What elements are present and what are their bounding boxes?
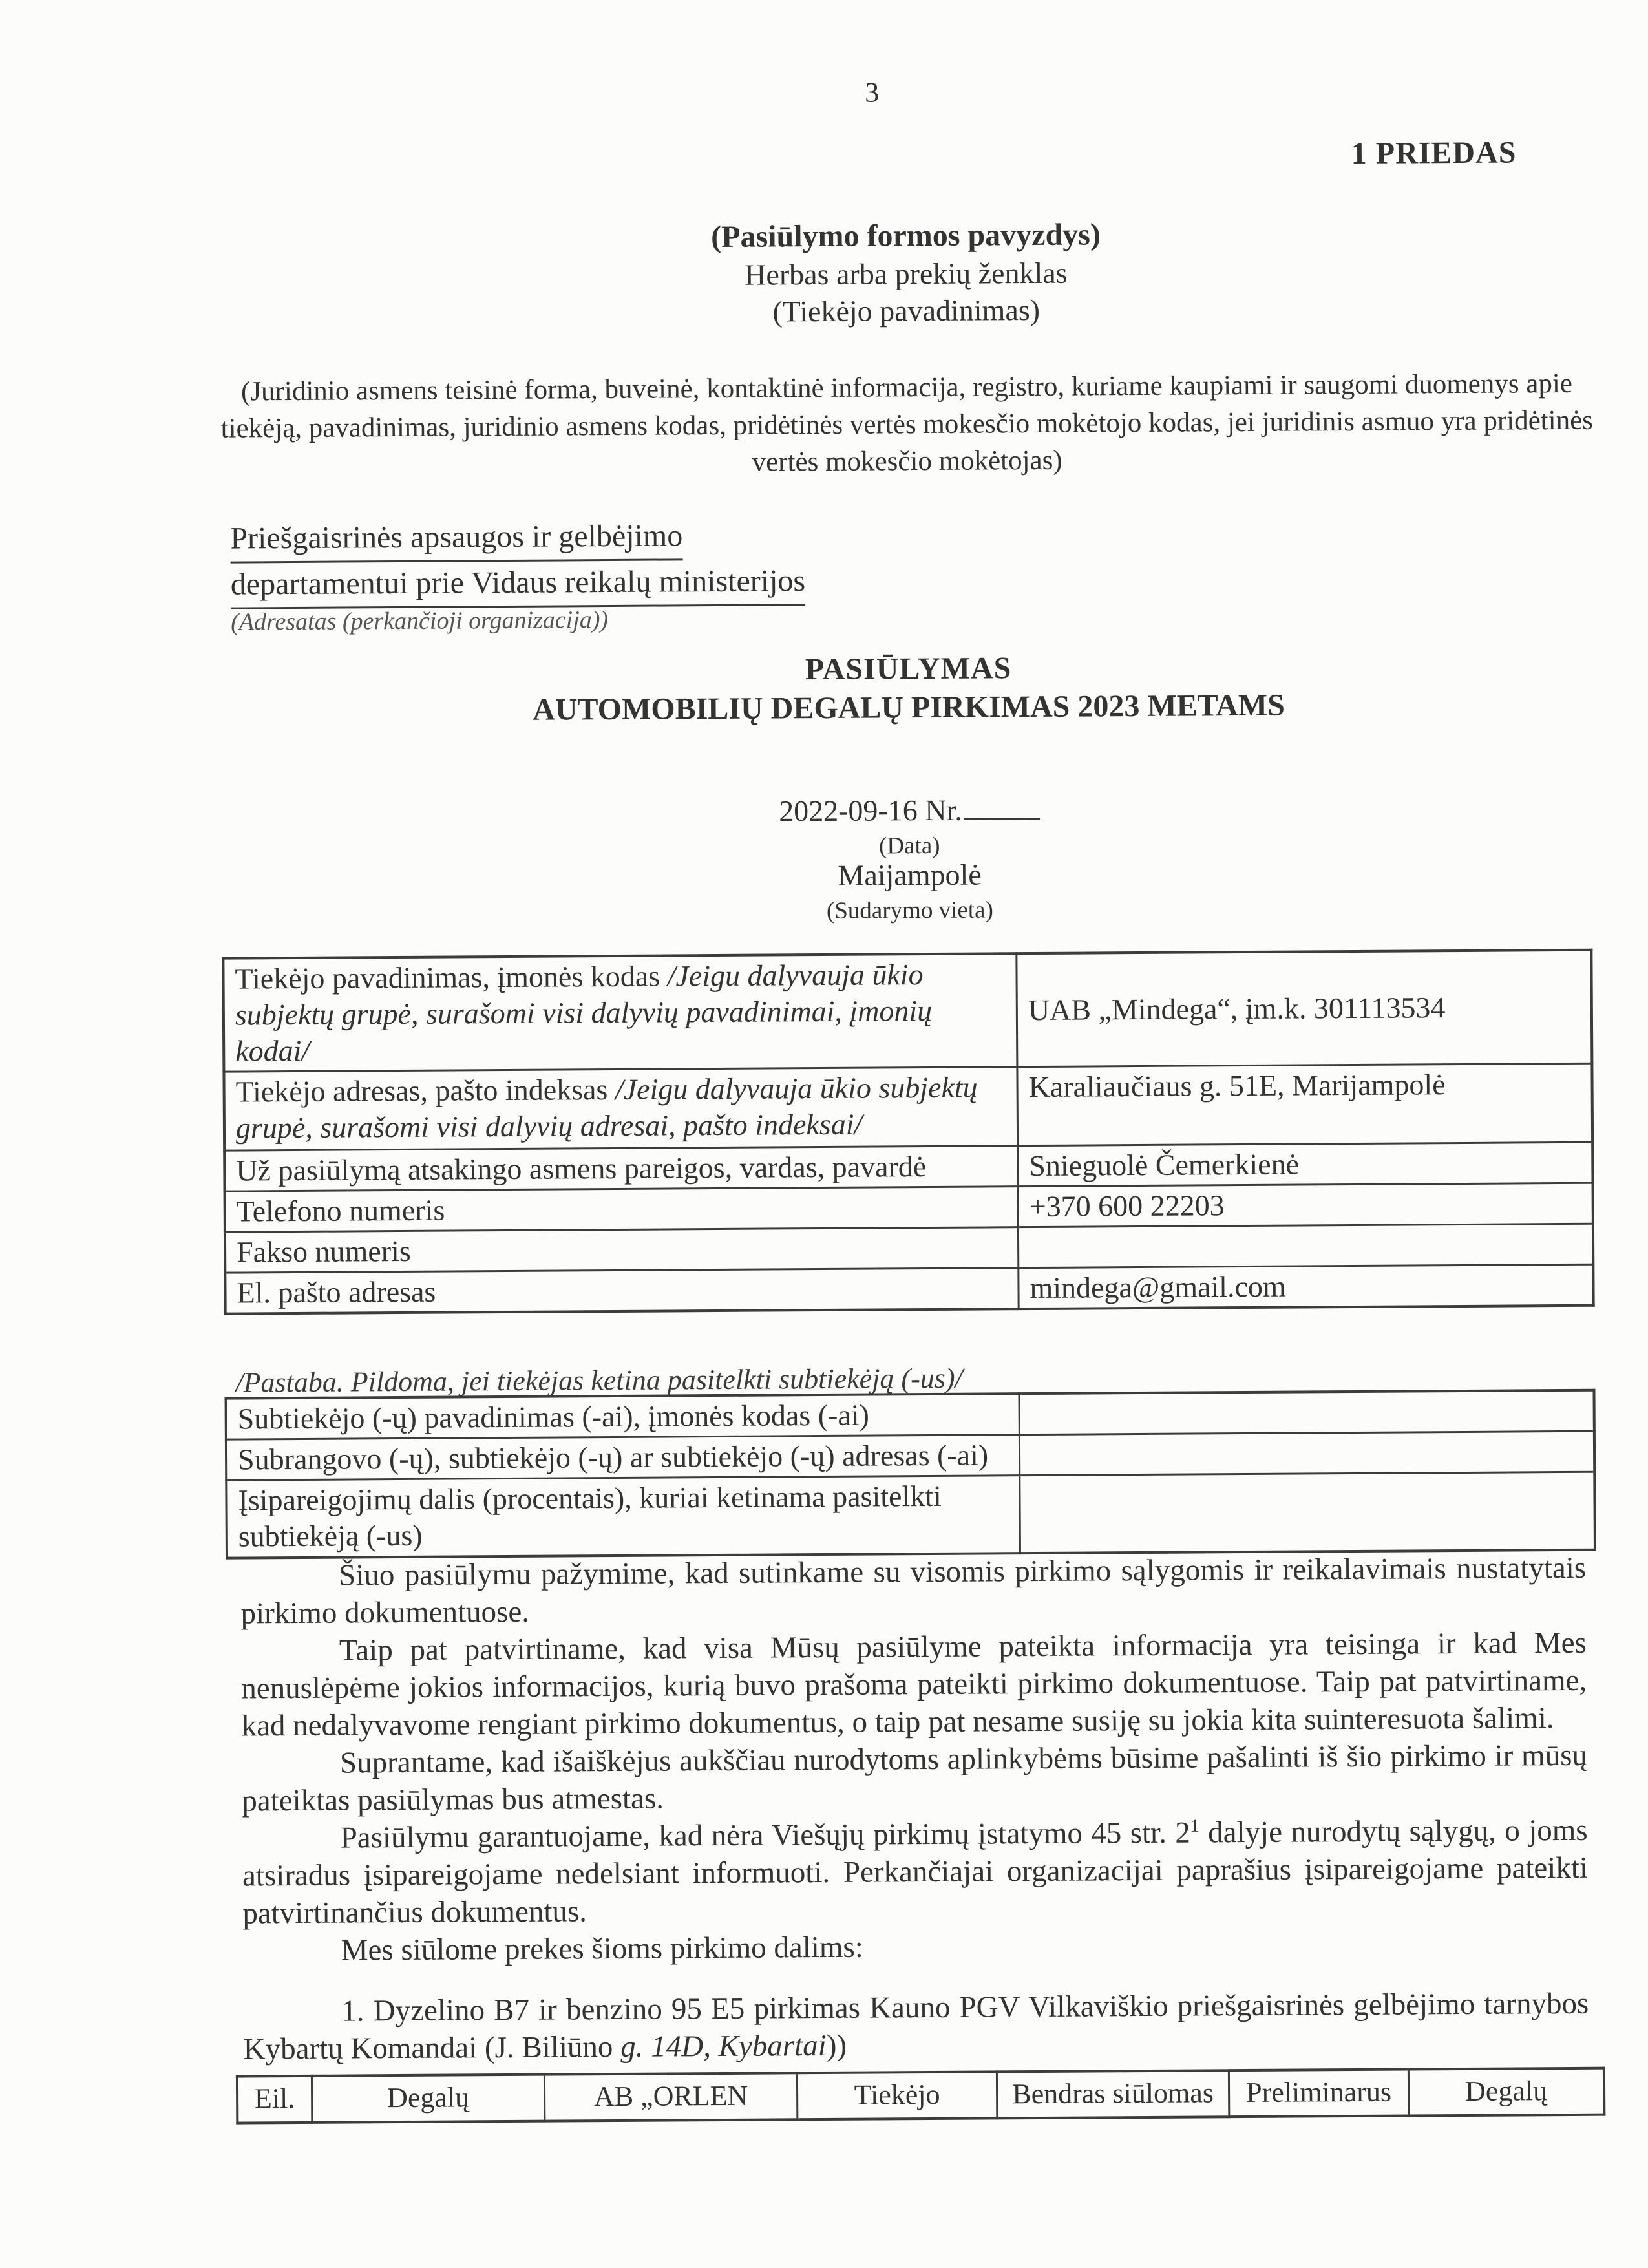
declaration-paragraph-4 xyxy=(242,1812,1588,1933)
fuel-table-header-row xyxy=(237,2068,1604,2123)
page-number: 3 xyxy=(865,76,880,109)
emblem-placeholder-line: Herbas arba prekių ženklas xyxy=(745,256,1068,291)
supplier-name-placeholder: (Tiekėjo pavadinimas) xyxy=(772,293,1041,328)
number-blank xyxy=(964,798,1040,820)
label-text: Tiekėjo adresas, pašto indeksas xyxy=(235,1072,616,1108)
label-italic-text: /Jeigu dalyvauja ūkio subjektų grupė, surašomi visi dalyvių adresai, pašto indeksai/ xyxy=(235,1070,978,1145)
paragraph-4-text-continued: dalyje nurodytų sąlygų, o joms atsiradus įsipareigojame nedelsiant informuoti. Perkančiajai organizacijai paprašius įsipareigojame pateikti patvirtinančius dokumentus. xyxy=(242,1813,1589,1931)
phone-label-cell: Telefono numeris xyxy=(225,1187,1019,1232)
email-value-cell: mindega@gmail.com xyxy=(1019,1264,1594,1309)
table-row xyxy=(223,950,1592,1072)
form-sample-heading: (Pasiūlymo formos pavyzdys) xyxy=(711,217,1101,255)
fax-value-cell xyxy=(1018,1224,1593,1267)
date-note: (Data) xyxy=(878,832,940,860)
declaration-paragraphs xyxy=(240,1549,1589,1970)
paragraph-4-text: Pasiūlymu garantuojame, kad nėra Viešųjų pirkimų įstatymo 45 str. 2 xyxy=(340,1816,1190,1855)
header-cell-eil: Eil. xyxy=(237,2076,312,2123)
place-of-preparation: Maijampolė xyxy=(838,858,982,892)
phone-value-cell: +370 600 22203 xyxy=(1018,1183,1593,1227)
addressee-line-1: Priešgaisrinės apsaugos ir gelbėjimo xyxy=(230,514,682,563)
fax-label-cell: Fakso numeris xyxy=(225,1227,1019,1273)
declaration-paragraph-1: Šiuo pasiūlymu pažymime, kad sutinkame su visomis pirkimo sąlygomis ir reikalavimais nustatytais pirkimo dokumentuose. xyxy=(240,1551,1587,1631)
lot1-intro-start: 1. Dyzelino B7 ir benzino 95 E5 pirkimas Kauno PGV Vilkaviškio priešgaisrinės gelbėjimo tarnybos Kybartų Komandai (J. Biliūno xyxy=(243,1986,1589,2066)
addressee-line-2: departamentui prie Vidaus reikalų ministerijos xyxy=(231,560,806,609)
subcontractor-name-value-cell xyxy=(1019,1390,1594,1435)
table-row xyxy=(226,1472,1595,1558)
fuel-offer-table xyxy=(236,2067,1605,2125)
addressee-note: (Adresatas (perkančioji organizacija)) xyxy=(231,606,609,636)
obligation-share-label-cell: Įsipareigojimų dalis (procentais), kuriai ketinama pasitelkti subtiekėją (-us) xyxy=(226,1476,1020,1558)
lot1-intro-paragraph xyxy=(243,1985,1589,2068)
document-title-line-1: PASIŪLYMAS xyxy=(805,651,1012,687)
lot1-intro-end: )) xyxy=(826,2028,847,2063)
responsible-person-value-cell: Snieguolė Čemerkienė xyxy=(1018,1142,1593,1186)
superscript-1: 1 xyxy=(1190,1816,1199,1836)
subcontractor-address-label-cell: Subrangovo (-ų), subtiekėjo (-ų) ar subtiekėjo (-ų) adresas (-ai) xyxy=(226,1435,1020,1480)
declaration-paragraph-5: Mes siūlome prekes šioms pirkimo dalims: xyxy=(341,1930,863,1967)
header-cell-preliminarus: Preliminarus xyxy=(1229,2070,1408,2117)
subcontractor-table xyxy=(224,1389,1596,1559)
document-title-line-2: AUTOMOBILIŲ DEGALŲ PIRKIMAS 2023 METAMS xyxy=(533,688,1285,727)
declaration-paragraph-2: Taip pat patvirtiname, kad visa Mūsų pasiūlyme pateikta informacija yra teisinga ir kad Mes nenuslėpėme jokios informacijos, kurią buvo prašoma pateikti pirkimo dokumentuose. Taip pat patvirtiname, kad nedalyvavome rengiant pirkimo dokumentus, o taip pat nesame susiję su jokia kita suinteresuota šalimi. xyxy=(241,1626,1587,1743)
header-cell-degalu-2: Degalų xyxy=(1408,2068,1604,2116)
subcontractor-name-label-cell: Subtiekėjo (-ų) pavadinimas (-ai), įmonės kodas (-ai) xyxy=(226,1394,1020,1439)
header-cell-ab-orlen: AB „ORLEN xyxy=(544,2073,797,2121)
supplier-name-label-cell xyxy=(223,953,1017,1072)
addressee-block xyxy=(230,514,805,609)
subcontractor-address-value-cell xyxy=(1019,1431,1594,1475)
place-note: (Sudarymo vieta) xyxy=(826,896,993,924)
supplier-name-value-cell: UAB „Mindega“, įm.k. 301113534 xyxy=(1017,950,1592,1067)
subcontractor-note: /Pastaba. Pildoma, jei tiekėjas ketina pasitelkti subtiekėją (-us)/ xyxy=(235,1362,963,1399)
responsible-person-label-cell: Už pasiūlymą atsakingo asmens pareigos, vardas, pavardė xyxy=(224,1146,1018,1191)
annex-label: 1 PRIEDAS xyxy=(1351,135,1517,171)
table-row xyxy=(225,1264,1593,1313)
header-cell-bendras-siulomas: Bendras siūlomas xyxy=(997,2070,1229,2118)
header-cell-tiekejo: Tiekėjo xyxy=(797,2072,997,2119)
label-text: Tiekėjo pavadinimas, įmonės kodas xyxy=(235,959,668,995)
lot1-intro-text xyxy=(243,1985,1589,2068)
lot1-intro-address-italic: g. 14D, Kybartai xyxy=(620,2029,827,2064)
date-text: 2022-09-16 Nr. xyxy=(778,793,962,828)
table-row xyxy=(224,1063,1592,1150)
supplier-info-table xyxy=(222,949,1594,1315)
declaration-paragraph-3: Suprantame, kad išaiškėjus aukščiau nurodytoms aplinkybėms būsime pašalinti iš šio pirkimo ir mūsų pateiktas pasiūlymas bus atmestas. xyxy=(242,1738,1588,1818)
legal-entity-note: (Juridinio asmens teisinė forma, buveinė, kontaktinė informacija, registro, kuriame kaupiami ir saugomi duomenys apie tiekėją, pavadinimas, juridinio asmens kodas, pridėtinės vertės mokesčio mokėtojo kodas, jei juridinis asmuo yra pridėtinės vertės mokesčio mokėtojas) xyxy=(220,368,1594,478)
email-label-cell: El. pašto adresas xyxy=(225,1268,1019,1314)
supplier-address-label-cell xyxy=(224,1067,1017,1150)
header-cell-degalu: Degalų xyxy=(312,2075,544,2123)
label-italic-text: /Jeigu dalyvauja ūkio subjektų grupė, surašomi visi dalyvių pavadinimai, įmonių kodai/ xyxy=(235,958,933,1068)
date-number-line xyxy=(237,789,1581,832)
obligation-share-value-cell xyxy=(1020,1472,1595,1553)
supplier-address-value-cell: Karaliaučiaus g. 51E, Marijampolė xyxy=(1017,1063,1592,1145)
